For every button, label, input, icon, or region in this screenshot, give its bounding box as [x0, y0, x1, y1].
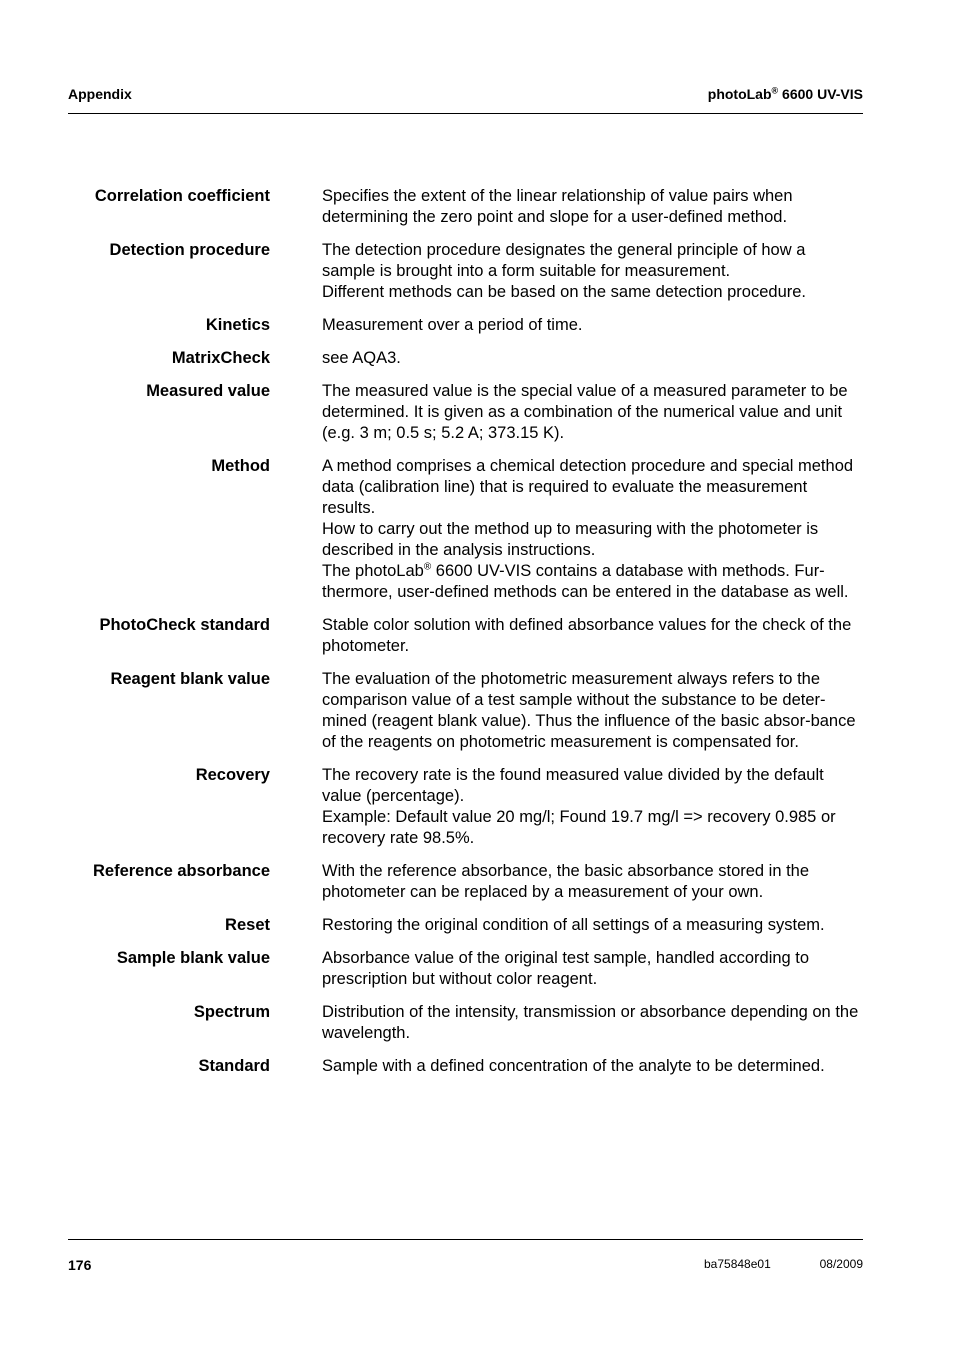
- glossary-definition: [322, 315, 862, 336]
- glossary-term: Correlation coefficient: [94, 187, 270, 205]
- document-date: 08/2009: [819, 1257, 863, 1271]
- glossary-term: PhotoCheck standard: [99, 616, 270, 634]
- glossary-term: Reagent blank value: [110, 670, 270, 688]
- glossary-term: Reference absorbance: [93, 862, 270, 880]
- glossary-term: Recovery: [195, 766, 270, 784]
- definition-line: Measurement over a period of time.: [322, 316, 583, 334]
- header-section-title: Appendix: [68, 86, 132, 102]
- definition-line: see AQA3.: [322, 349, 401, 367]
- glossary-entry: [0, 765, 954, 849]
- glossary-definition: [322, 348, 862, 369]
- glossary-list: [0, 186, 954, 1089]
- definition-text: 6600 UV-VIS contains a database with methods. Fur-thermore, user-defined methods can be entered in the database as well.: [322, 562, 849, 601]
- definition-line: How to carry out the method up to measuring with the photometer is described in the analysis instructions.: [322, 520, 819, 559]
- document-id: ba75848e01: [704, 1257, 771, 1271]
- definition-line: Sample with a defined concentration of the analyte to be determined.: [322, 1057, 825, 1075]
- definition-line: Absorbance value of the original test sample, handled according to prescription but without color reagent.: [322, 949, 810, 988]
- registered-mark: ®: [423, 561, 432, 573]
- definition-line: A method comprises a chemical detection procedure and special method data (calibration line) that is required to evaluate the measurement results.: [322, 457, 854, 517]
- definition-line: The detection procedure designates the general principle of how a sample is brought into a form suitable for measurement.: [322, 241, 806, 280]
- definition-line: The evaluation of the photometric measurement always refers to the comparison value of a test sample without the substance to be deter-mined (reagent blank value). Thus the influence of the basic absor-bance of the reagents on photometric measurement is compensated for.: [322, 670, 856, 751]
- glossary-entry: [0, 1002, 954, 1044]
- registered-mark: ®: [771, 85, 779, 96]
- definition-line: The measured value is the special value of a measured parameter to be determined. It is given as a combination of the numerical value and unit (e.g. 3 m; 0.5 s; 5.2 A; 373.15 K).: [322, 382, 848, 442]
- glossary-entry: [0, 615, 954, 657]
- glossary-term: Sample blank value: [116, 949, 270, 967]
- definition-line: Example: Default value 20 mg/l; Found 19.7 mg/l => recovery 0.985 or recovery rate 98.5%.: [322, 808, 836, 847]
- definition-line: Specifies the extent of the linear relationship of value pairs when determining the zero point and slope for a user-defined method.: [322, 187, 793, 226]
- glossary-term: Kinetics: [205, 316, 270, 334]
- glossary-term: Spectrum: [193, 1003, 270, 1021]
- header-brand: photoLab: [707, 86, 772, 102]
- glossary-definition: [322, 861, 862, 903]
- glossary-definition: [322, 915, 862, 936]
- glossary-term: Method: [211, 457, 270, 475]
- definition-line: Distribution of the intensity, transmission or absorbance depending on the wavelength.: [322, 1003, 859, 1042]
- page-number: 176: [68, 1257, 92, 1273]
- glossary-definition: [322, 456, 862, 603]
- definition-line: The recovery rate is the found measured value divided by the default value (percentage).: [322, 766, 824, 805]
- glossary-definition: [322, 765, 862, 849]
- definition-line: Different methods can be based on the same detection procedure.: [322, 283, 807, 301]
- glossary-entry: [0, 348, 954, 369]
- definition-text: The photoLab: [322, 562, 424, 580]
- glossary-entry: [0, 669, 954, 753]
- glossary-definition: [322, 615, 862, 657]
- glossary-entry: [0, 1056, 954, 1077]
- glossary-entry: [0, 456, 954, 603]
- glossary-entry: [0, 186, 954, 228]
- glossary-definition: [322, 240, 862, 303]
- definition-line: With the reference absorbance, the basic absorbance stored in the photometer can be replaced by a measurement of your own.: [322, 862, 810, 901]
- glossary-entry: [0, 240, 954, 303]
- glossary-definition: [322, 1002, 862, 1044]
- header-product-name: [708, 86, 863, 102]
- glossary-term: Measured value: [146, 382, 270, 400]
- header-rule: [68, 113, 863, 114]
- glossary-definition: [322, 669, 862, 753]
- glossary-term: Reset: [225, 916, 270, 934]
- glossary-entry: [0, 948, 954, 990]
- glossary-term: MatrixCheck: [171, 349, 270, 367]
- glossary-term: Detection procedure: [109, 241, 270, 259]
- glossary-entry: [0, 861, 954, 903]
- header-model: 6600 UV-VIS: [778, 86, 863, 102]
- glossary-definition: [322, 186, 862, 228]
- definition-line: Restoring the original condition of all settings of a measuring system.: [322, 916, 825, 934]
- glossary-entry: [0, 915, 954, 936]
- glossary-entry: [0, 315, 954, 336]
- glossary-definition: [322, 1056, 862, 1077]
- footer-rule: [68, 1239, 863, 1240]
- definition-line: Stable color solution with defined absorbance values for the check of the photometer.: [322, 616, 852, 655]
- glossary-term: Standard: [198, 1057, 270, 1075]
- glossary-definition: [322, 948, 862, 990]
- glossary-definition: [322, 381, 862, 444]
- glossary-entry: [0, 381, 954, 444]
- definition-line: [322, 561, 862, 603]
